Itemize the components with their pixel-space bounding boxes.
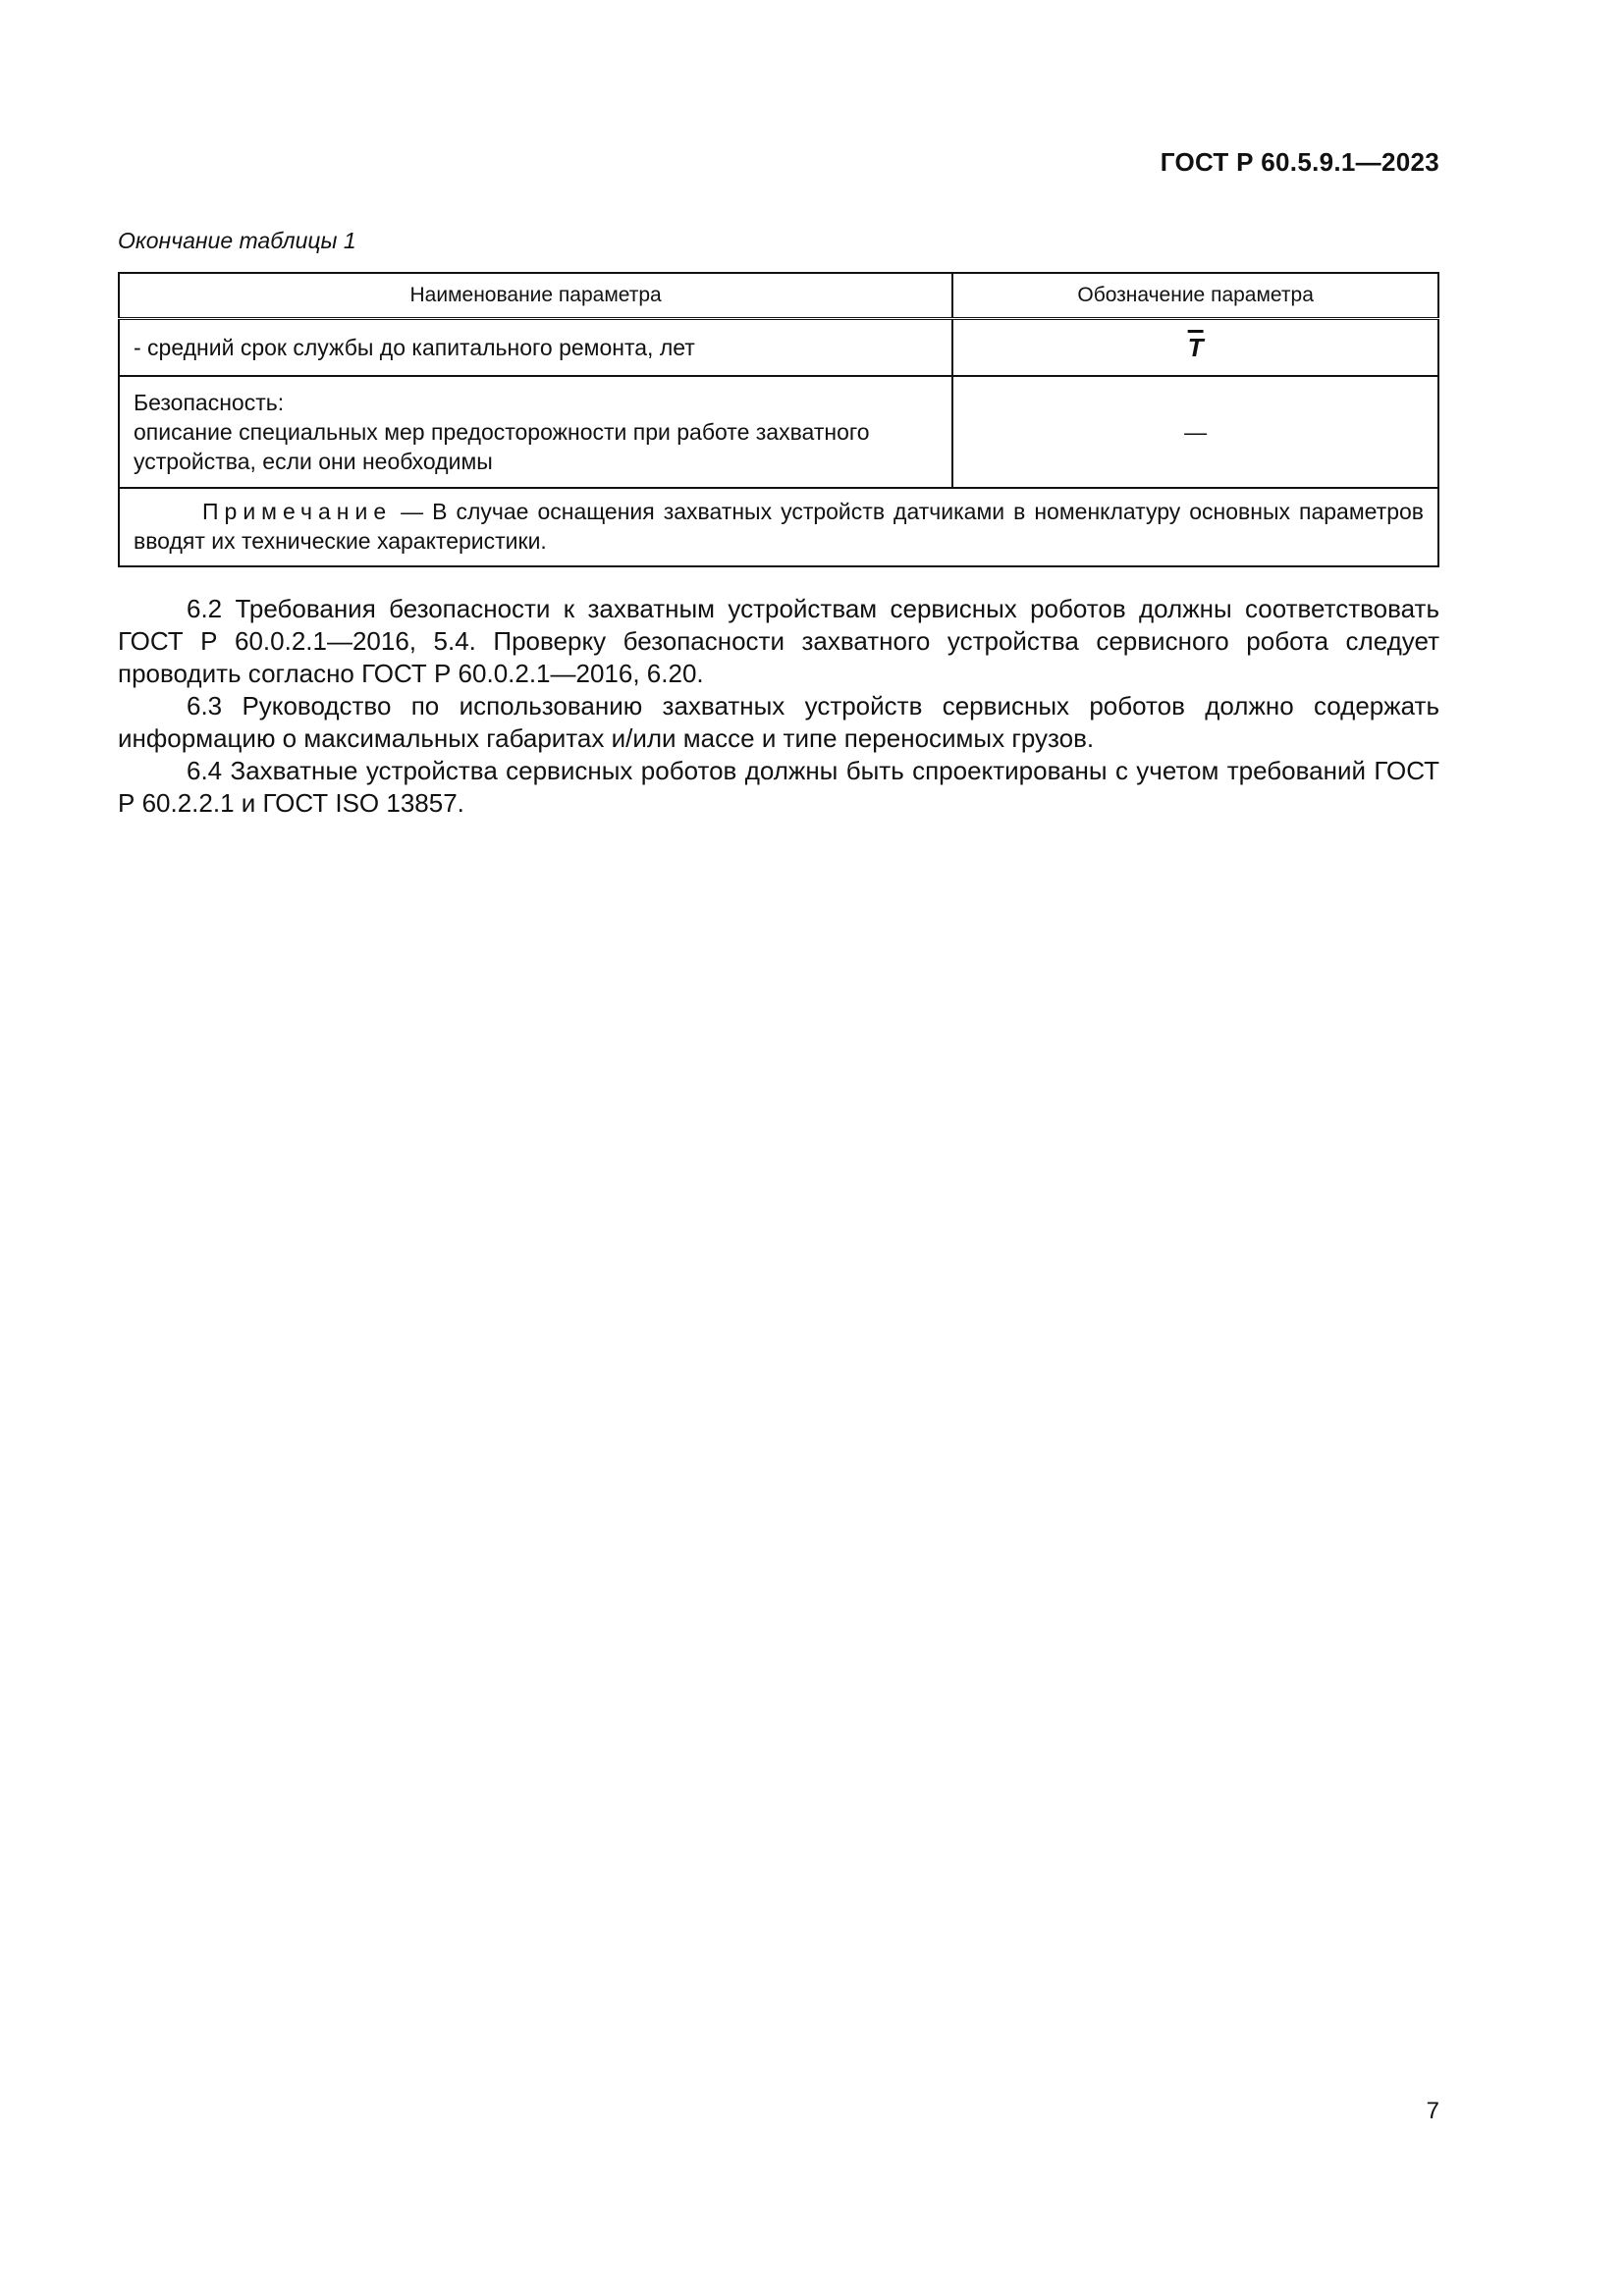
parameters-table <box>118 272 1439 567</box>
column-header-name: Наименование параметра <box>119 273 952 319</box>
parameter-name-cell <box>119 376 952 488</box>
note-text: — В случае оснащения захватных устройств датчиками в номенклатуру основных параметров вводят их технические характеристики. <box>134 499 1424 554</box>
parameter-symbol: — <box>1184 419 1208 445</box>
table-caption: Окончание таблицы 1 <box>118 228 356 253</box>
body-text <box>118 593 1439 820</box>
parameter-symbol-cell <box>952 376 1438 488</box>
parameter-group-title: Безопасность: <box>134 390 285 415</box>
page-number: 7 <box>1426 2098 1439 2124</box>
parameter-symbol-cell <box>952 319 1438 377</box>
paragraph-6-2: 6.2 Требования безопасности к захватным устройствам сервисных роботов должны соответствовать ГОСТ Р 60.0.2.1—2016, 5.4. Проверку безопасности захватного устройства сервисного робота следует проводить согласно ГОСТ Р 60.0.2.1—2016, 6.20. <box>118 594 1439 688</box>
table-row <box>119 319 1438 377</box>
column-header-symbol: Обозначение параметра <box>952 273 1438 319</box>
paragraph-6-4: 6.4 Захватные устройства сервисных роботов должны быть спроектированы с учетом требований ГОСТ Р 60.2.2.1 и ГОСТ ISO 13857. <box>118 756 1439 818</box>
parameter-name-cell <box>119 319 952 377</box>
parameter-symbol: $\overline{T}$ <box>1187 332 1204 362</box>
document-code: ГОСТ Р 60.5.9.1—2023 <box>1160 147 1439 177</box>
table-note-row <box>119 488 1438 566</box>
table-note <box>119 488 1438 566</box>
parameter-name: описание специальных мер предосторожности при работе захватного устройства, если они необходимы <box>134 419 870 474</box>
table-header-row <box>119 273 1438 319</box>
note-label: Примечание <box>202 499 393 524</box>
table-row <box>119 376 1438 488</box>
parameter-name: - средний срок службы до капитального ремонта, лет <box>134 335 695 360</box>
paragraph-6-3: 6.3 Руководство по использованию захватных устройств сервисных роботов должно содержать информацию о максимальных габаритах и/или массе и типе переносимых грузов. <box>118 691 1439 753</box>
